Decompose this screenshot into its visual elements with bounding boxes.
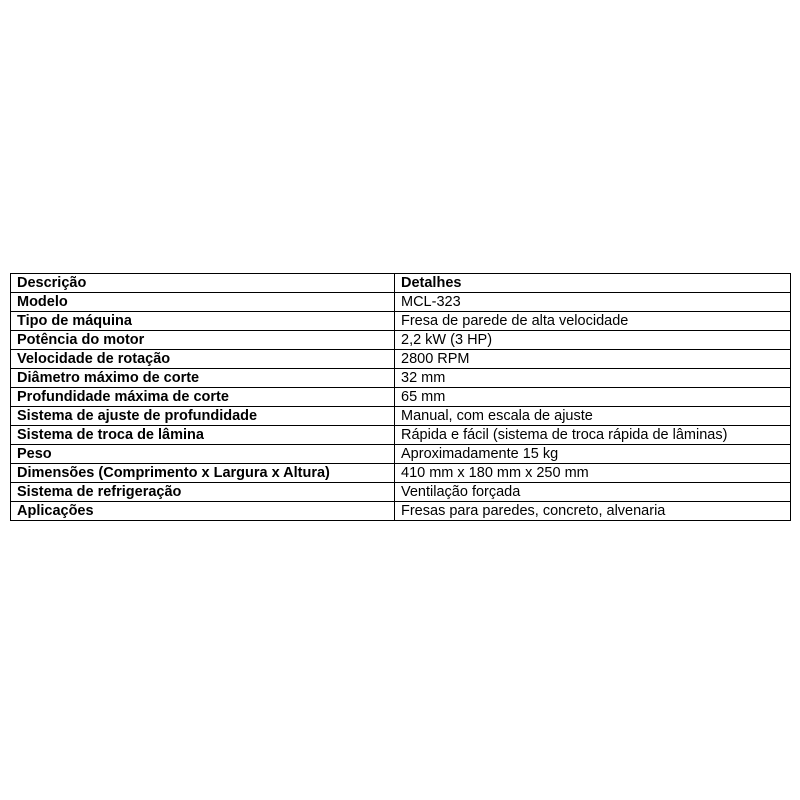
row-value: Ventilação forçada — [395, 483, 791, 502]
table-row — [11, 483, 791, 502]
row-value: 32 mm — [395, 369, 791, 388]
row-value: 2,2 kW (3 HP) — [395, 331, 791, 350]
row-label: Velocidade de rotação — [11, 350, 395, 369]
spec-table-body — [11, 274, 791, 521]
row-label: Sistema de ajuste de profundidade — [11, 407, 395, 426]
table-row — [11, 293, 791, 312]
row-label: Tipo de máquina — [11, 312, 395, 331]
table-row — [11, 350, 791, 369]
row-label: Aplicações — [11, 502, 395, 521]
row-value: Fresas para paredes, concreto, alvenaria — [395, 502, 791, 521]
header-cell-details: Detalhes — [395, 274, 791, 293]
row-value: Aproximadamente 15 kg — [395, 445, 791, 464]
row-value: 410 mm x 180 mm x 250 mm — [395, 464, 791, 483]
row-label: Dimensões (Comprimento x Largura x Altura) — [11, 464, 395, 483]
table-row — [11, 388, 791, 407]
row-label: Sistema de refrigeração — [11, 483, 395, 502]
table-row — [11, 502, 791, 521]
table-row — [11, 445, 791, 464]
row-value: Rápida e fácil (sistema de troca rápida de lâminas) — [395, 426, 791, 445]
table-row — [11, 312, 791, 331]
row-label: Diâmetro máximo de corte — [11, 369, 395, 388]
row-label: Potência do motor — [11, 331, 395, 350]
table-row — [11, 426, 791, 445]
row-label: Peso — [11, 445, 395, 464]
table-row — [11, 407, 791, 426]
header-cell-description: Descrição — [11, 274, 395, 293]
table-header-row — [11, 274, 791, 293]
table-row — [11, 369, 791, 388]
row-value: MCL-323 — [395, 293, 791, 312]
row-value: 65 mm — [395, 388, 791, 407]
row-value: 2800 RPM — [395, 350, 791, 369]
row-label: Modelo — [11, 293, 395, 312]
table-row — [11, 331, 791, 350]
spec-table — [10, 273, 791, 521]
row-value: Manual, com escala de ajuste — [395, 407, 791, 426]
row-label: Profundidade máxima de corte — [11, 388, 395, 407]
row-label: Sistema de troca de lâmina — [11, 426, 395, 445]
row-value: Fresa de parede de alta velocidade — [395, 312, 791, 331]
table-row — [11, 464, 791, 483]
